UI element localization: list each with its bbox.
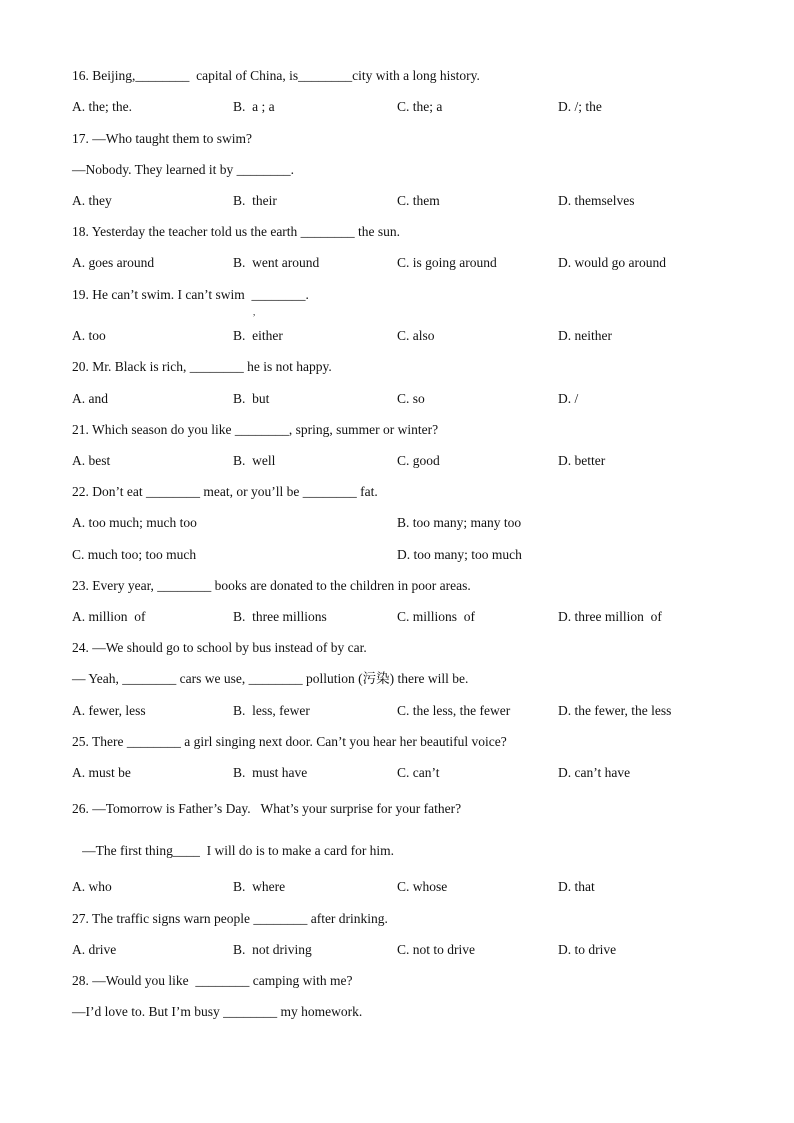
question-26-options (72, 879, 732, 895)
option-c: C. them (397, 193, 440, 208)
question-25-stem: 25. There ________ a girl singing next door. Can’t you hear her beautiful voice? (72, 734, 507, 749)
question-25-options (72, 765, 732, 781)
option-b: B. well (233, 453, 276, 468)
option-d: D. can’t have (558, 765, 631, 780)
option-a: A. too (72, 328, 106, 343)
option-b: B. where (233, 879, 286, 894)
option-d: D. the fewer, the less (558, 703, 672, 718)
option-d: D. / (558, 391, 579, 406)
question-21-options (72, 453, 732, 469)
question-24-answer-line: — Yeah, ________ cars we use, ________ pollution (污染) there will be. (72, 671, 469, 686)
question-16-stem: 16. Beijing,________ capital of China, is________city with a long history. (72, 68, 480, 83)
option-a: A. drive (72, 942, 117, 957)
question-28-answer-line: —I’d love to. But I’m busy ________ my homework. (72, 1004, 363, 1019)
option-b: B. not driving (233, 942, 312, 957)
option-c: C. is going around (397, 255, 497, 270)
question-19-stem: 19. He can’t swim. I can’t swim ________. (72, 287, 309, 302)
option-b: B. either (233, 328, 283, 343)
question-22-options-row1 (72, 515, 732, 531)
option-a: A. who (72, 879, 112, 894)
option-a: A. goes around (72, 255, 155, 270)
question-20-options (72, 391, 732, 407)
question-23-options (72, 609, 732, 625)
question-24-options (72, 703, 732, 719)
option-d: D. themselves (558, 193, 635, 208)
option-b: B. less, fewer (233, 703, 310, 718)
option-b: B. must have (233, 765, 308, 780)
option-d: D. three million of (558, 609, 662, 624)
option-a: A. must be (72, 765, 131, 780)
question-26-stem: 26. —Tomorrow is Father’s Day. What’s your surprise for your father? (72, 801, 462, 816)
option-d: D. /; the (558, 99, 602, 114)
question-17-options (72, 193, 732, 209)
option-b: B. their (233, 193, 277, 208)
option-c: C. also (397, 328, 435, 343)
option-c: C. the less, the fewer (397, 703, 511, 718)
option-c: C. much too; too much (72, 547, 197, 562)
option-c: C. so (397, 391, 425, 406)
question-22-options-row2 (72, 547, 732, 563)
option-c: C. not to drive (397, 942, 475, 957)
option-b: B. too many; many too (397, 515, 522, 530)
option-a: A. too much; much too (72, 515, 197, 530)
option-c: C. good (397, 453, 440, 468)
question-27-options (72, 942, 732, 958)
option-a: A. fewer, less (72, 703, 146, 718)
option-d: D. too many; too much (397, 547, 522, 562)
question-16-options (72, 99, 732, 115)
option-c: C. the; a (397, 99, 443, 114)
option-d: D. that (558, 879, 595, 894)
question-23-stem: 23. Every year, ________ books are donated to the children in poor areas. (72, 578, 471, 593)
question-17-answer-line: —Nobody. They learned it by ________. (72, 162, 294, 177)
option-d: D. neither (558, 328, 612, 343)
option-a: A. million of (72, 609, 146, 624)
question-20-stem: 20. Mr. Black is rich, ________ he is not happy. (72, 359, 332, 374)
option-d: D. better (558, 453, 606, 468)
option-b: B. but (233, 391, 270, 406)
question-22-stem: 22. Don’t eat ________ meat, or you’ll be ________ fat. (72, 484, 378, 499)
option-a: A. and (72, 391, 108, 406)
option-d: D. would go around (558, 255, 666, 270)
question-21-stem: 21. Which season do you like ________, spring, summer or winter? (72, 422, 439, 437)
question-28-stem: 28. —Would you like ________ camping with me? (72, 973, 353, 988)
question-26-answer-line: —The first thing____ I will do is to make a card for him. (72, 843, 395, 858)
option-c: C. can’t (397, 765, 440, 780)
question-17-stem: 17. —Who taught them to swim? (72, 131, 252, 146)
stray-comma-mark: , (253, 307, 256, 317)
question-18-stem: 18. Yesterday the teacher told us the earth ________ the sun. (72, 224, 401, 239)
option-d: D. to drive (558, 942, 617, 957)
option-b: B. a ; a (233, 99, 275, 114)
option-b: B. went around (233, 255, 320, 270)
question-18-options (72, 255, 732, 271)
question-27-stem: 27. The traffic signs warn people ________ after drinking. (72, 911, 388, 926)
option-b: B. three millions (233, 609, 327, 624)
option-a: A. the; the. (72, 99, 132, 114)
question-24-stem: 24. —We should go to school by bus instead of by car. (72, 640, 367, 655)
option-a: A. they (72, 193, 112, 208)
question-19-options (72, 328, 732, 344)
option-c: C. millions of (397, 609, 476, 624)
option-c: C. whose (397, 879, 448, 894)
option-a: A. best (72, 453, 111, 468)
